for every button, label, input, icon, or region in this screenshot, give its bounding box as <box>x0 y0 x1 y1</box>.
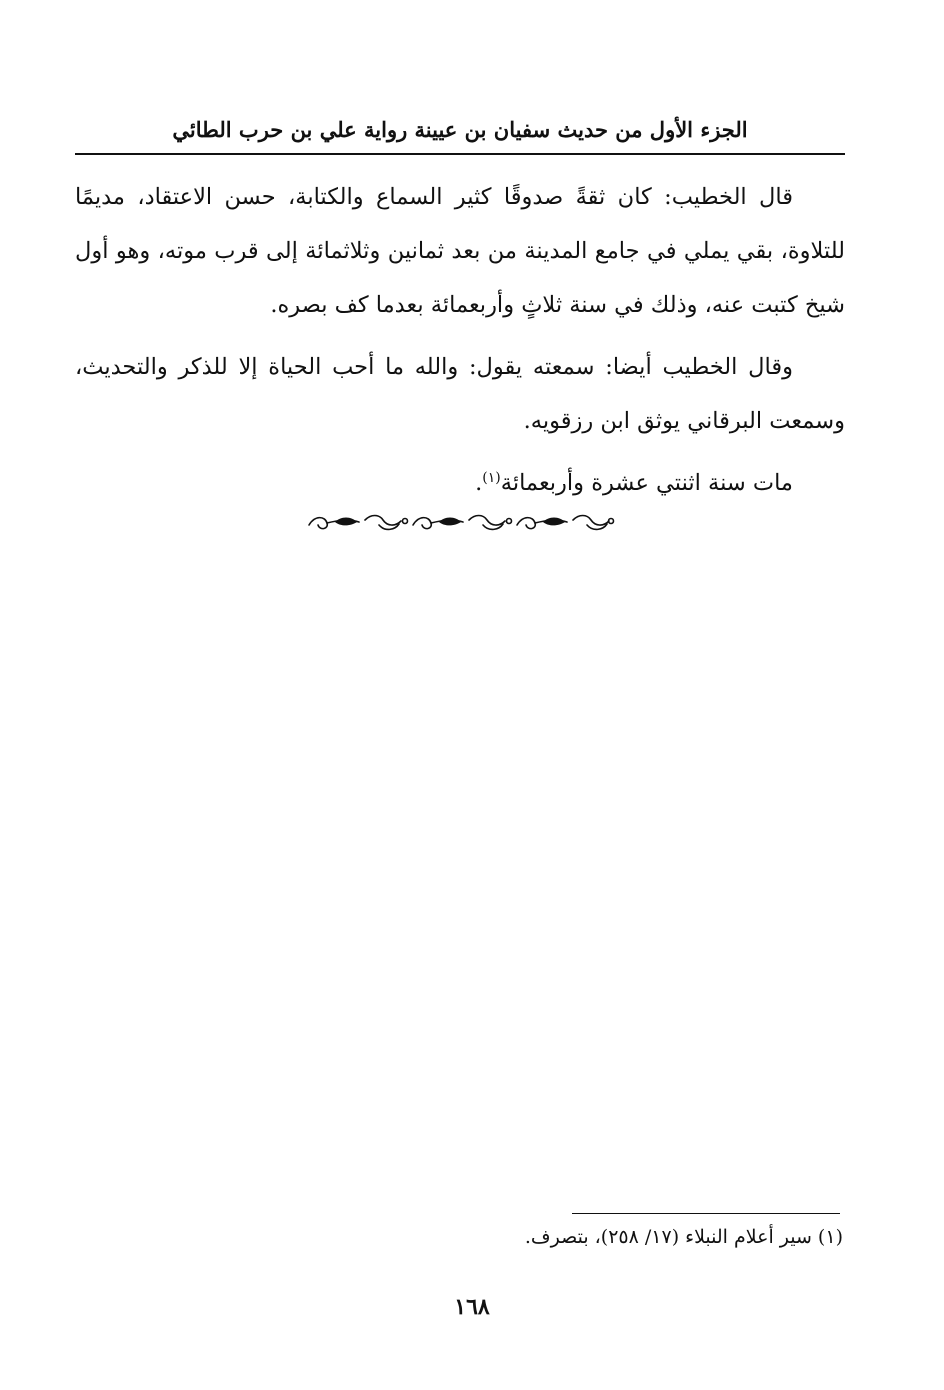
sentence-end: . <box>475 470 483 496</box>
paragraph-death-date <box>75 456 845 513</box>
paragraph-khatib-biography: قال الخطيب: كان ثقةً صدوقًا كثير السماع والكتابة، حسن الاعتقاد، مديمًا للتلاوة، بقي يملي في جامع المدينة من بعد ثمانين وثلاثمائة إلى قرب موته، وهو أول شيخ كتبت عنه، وذلك في سنة ثلاثٍ وأربعمائة بعدما كف بصره. <box>75 184 845 318</box>
footnote-1: (١) سير أعلام النبلاء (١٧/ ٢٥٨)، بتصرف. <box>524 1226 843 1248</box>
section-end-ornament-icon <box>305 510 615 536</box>
page-number: ١٦٨ <box>454 1294 490 1320</box>
ornament-unit-left <box>309 516 408 530</box>
death-date-text: مات سنة اثنتي عشرة وأربعمائة <box>500 470 793 496</box>
running-header: الجزء الأول من حديث سفيان بن عيينة رواية علي بن حرب الطائي <box>172 117 748 142</box>
main-text <box>75 170 845 513</box>
header-rule <box>75 153 845 155</box>
footnote-separator <box>572 1213 840 1214</box>
footnote-reference: (١) <box>482 470 501 486</box>
ornament-unit-center <box>413 516 512 530</box>
paragraph-khatib-quote: وقال الخطيب أيضا: سمعته يقول: والله ما أحب الحياة إلا للذكر والتحديث، وسمعت البرقاني يوثق ابن رزقويه. <box>75 354 845 434</box>
ornament-unit-right <box>517 516 614 530</box>
